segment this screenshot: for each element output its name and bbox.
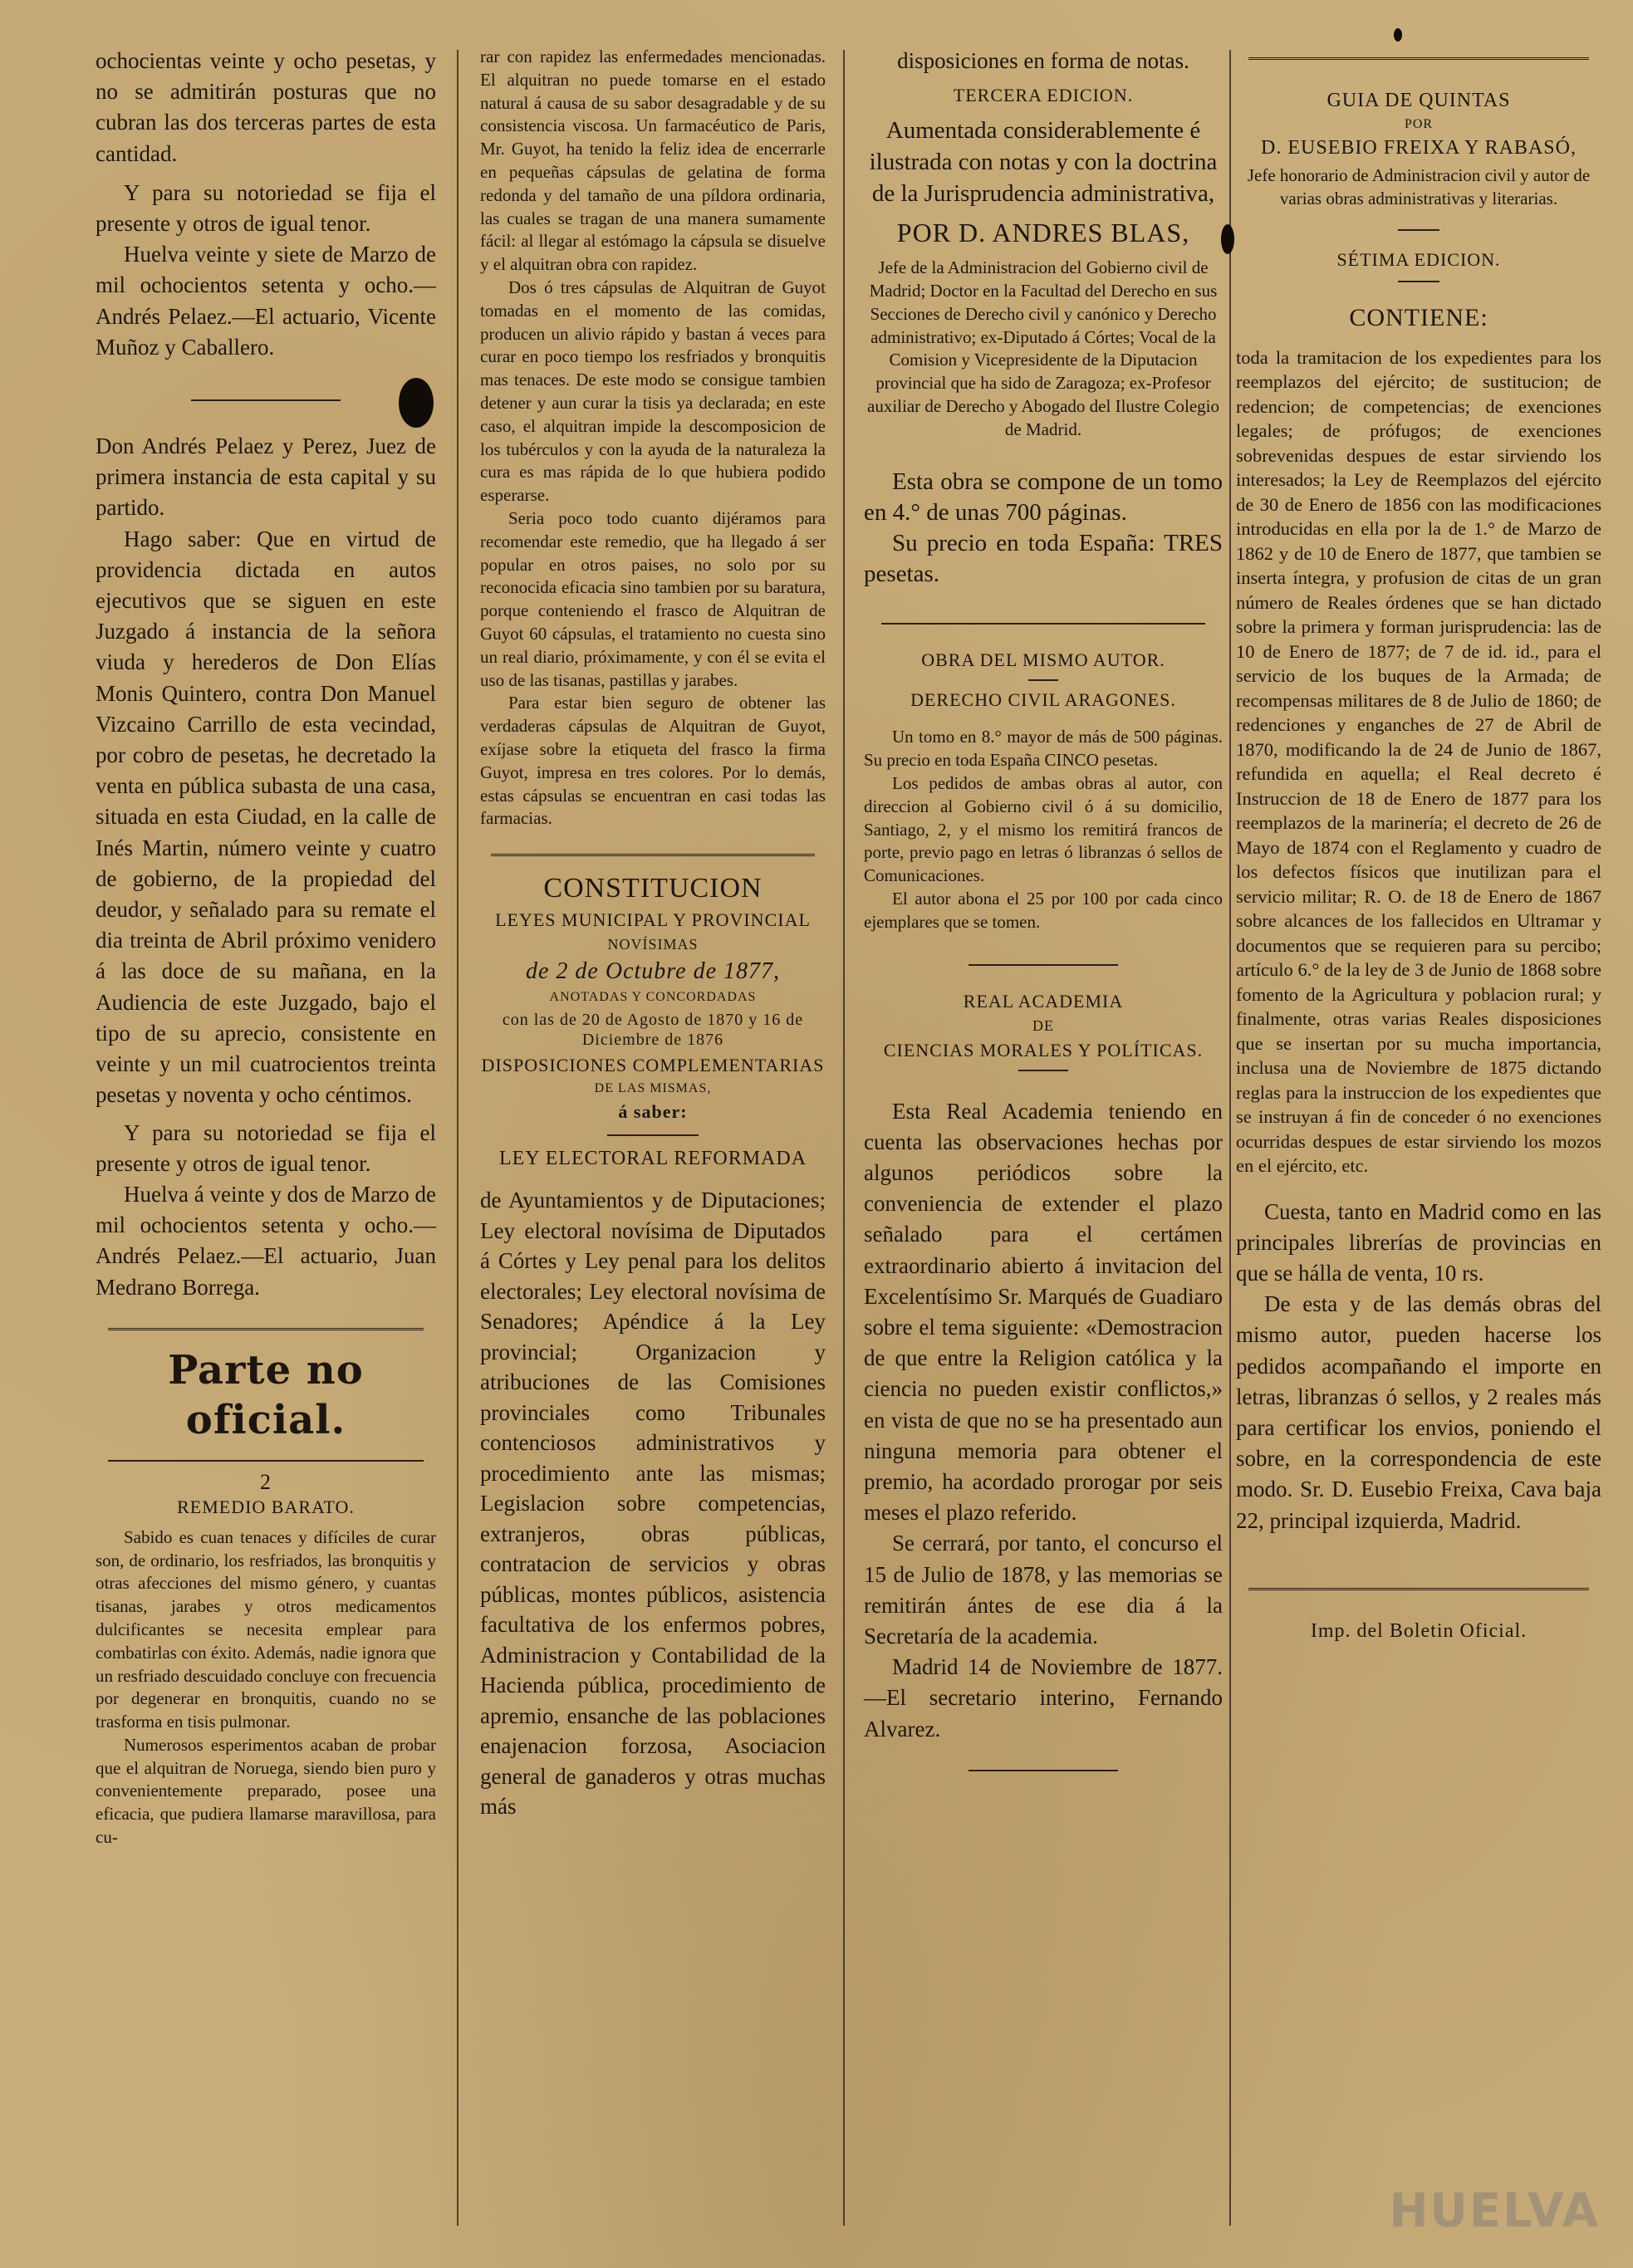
divider <box>881 623 1205 625</box>
guia-por: POR <box>1404 117 1434 131</box>
paragraph: Madrid 14 de Noviembre de 1877.—El secretario interino, Fernando Alvarez. <box>864 1654 1223 1741</box>
divider <box>1248 57 1589 60</box>
constitucion-novisimas: NOVÍSIMAS <box>607 936 699 953</box>
paragraph: Esta obra se compone de un tomo en 4.° de unas 700 páginas. <box>864 468 1223 526</box>
article-number: 2 <box>260 1469 272 1494</box>
derecho-heading: DERECHO CIVIL ARAGONES. <box>910 689 1176 711</box>
academia-subheading: CIENCIAS MORALES Y POLÍTICAS. <box>883 1039 1204 1061</box>
divider <box>491 854 815 856</box>
paragraph: Y para su notoriedad se fija el presente y otros de igual tenor. <box>96 179 436 237</box>
divider <box>1018 1070 1068 1071</box>
guia-author-bio: Jefe honorario de Administracion civil y autor de varias obras administrativas y literarias. <box>1247 165 1591 208</box>
ink-blot <box>399 378 434 428</box>
paragraph: Cuesta, tanto en Madrid como en las principales librerías de provincias en que se hálla de venta, 10 rs. <box>1236 1198 1601 1286</box>
paragraph: Su precio en toda España: TRES pesetas. <box>864 529 1223 588</box>
paragraph: rar con rapidez las enfermedades mencionadas. El alquitran no puede tomarse en el estado natural á causa de su sabor desagradable y de su consistencia viscosa. Un farmacéutico de Paris, Mr. Guyot, ha tenido la feliz idea de encerrarle en pequeñas cápsulas de gelatina de forma redonda y del tamaño de una píldora ordinaria, las cuales se tragan de una manera sumamente fácil: al llegar al estómago la cápsula se disuelve y el alquitran obra con rapidez. <box>480 47 826 275</box>
paragraph: De esta y de las demás obras del mismo autor, pueden hacerse los pedidos acompañando el importe en letras, libranzas ó sellos, y 2 reales más para certificar los envios, poniendo el sobre, en la correspondencia de este modo. Sr. D. Eusebio Freixa, Cava baja 22, principal izquierda, Madrid. <box>1236 1291 1601 1533</box>
paragraph: Huelva á veinte y dos de Marzo de mil ochocientos setenta y ocho.—Andrés Pelaez.—El actuario, Juan Medrano Borrega. <box>96 1181 436 1300</box>
contiene-heading: CONTIENE: <box>1349 303 1488 331</box>
divider <box>108 1328 424 1330</box>
guia-edition: SÉTIMA EDICION. <box>1336 248 1501 270</box>
divider <box>108 1460 424 1462</box>
paragraph: Seria poco todo cuanto dijéramos para recomendar este remedio, que ha llegado á ser popular en otros paises, no solo por su reconocida eficacia sino tambien por su baratura, porque conteniendo el frasco de Alquitran de Guyot 60 cápsulas, el tratamiento no cuesta sino un real diario, próximamente, y con él se evita el uso de las tisanas, pastillas y jarabes. <box>480 507 826 690</box>
author-bio: Jefe de la Administracion del Gobierno civil de Madrid; Doctor en la Facultad del Derecho en sus Secciones de Derecho civil y canónico y Derecho administrativo; ex-Diputado á Córtes; Vocal de la Comision y Vicepresidente de la Diputacion provincial que ha sido de Zaragoza; ex-Profesor auxiliar de Derecho y Abogado del Ilustre Colegio de Madrid. <box>867 257 1219 439</box>
divider <box>969 1770 1118 1771</box>
constitucion-anotadas: ANOTADAS Y CONCORDADAS <box>549 990 757 1005</box>
divider <box>607 1134 699 1136</box>
constitucion-leyes: con las de 20 de Agosto de 1870 y 16 de Diciembre de 1876 <box>502 1011 804 1050</box>
imprint: Imp. del Boletin Oficial. <box>1310 1619 1528 1642</box>
author-line: POR D. ANDRES BLAS, <box>896 218 1190 248</box>
constitucion-title: CONSTITUCION <box>543 873 763 904</box>
paragraph: Y para su notoriedad se fija el presente y otros de igual tenor. <box>96 1119 436 1176</box>
paragraph: Se cerrará, por tanto, el concurso el 15 de Julio de 1878, y las memorias se remitirán ántes de ese dia á la Secretaría de la academia. <box>864 1531 1223 1649</box>
guia-title: GUIA DE QUINTAS <box>1327 90 1511 111</box>
divider <box>1248 1588 1589 1590</box>
constitucion-date: de 2 de Octubre de 1877, <box>526 958 780 985</box>
article-title: REMEDIO BARATO. <box>177 1496 355 1517</box>
paragraph: toda la tramitacion de los expedientes para los reemplazos del ejército; de sustitucion; de redencion; de competencias; de exenciones legales; de prófugos; de exenciones sobrevenidas despues de estar sirviendo los interesados; la Ley de Reemplazos del ejército de 30 de Enero de 1856 con las modificaciones introducidas en ella por la de 1.° de Marzo de 1862 y de 10 de Enero de 1877, que tambien se inserta íntegra, y profusion de citas de un gran número de Reales órdenes que se han dictado sobre la primera y forman jurisprudencia: las de 10 de Enero de 1877; de 7 de id. id., para el servicio de los buques de la Armada; de recompensas militares de 8 de Julio de 1860; de redenciones y enganches de 27 de Abril de 1870, modificando la de 24 de Junio de 1867, refundida en aquella; el Real decreto é Instruccion de 18 de Enero de 1877 para los reemplazos de la marinería; el decreto de 26 de Mayo de 1874 con el Reglamento y cuadro de los defectos físicos que inutilizan para el servicio militar; R. O. de 18 de Enero de 1867 sobre alcances de los fallecidos en Ultramar y documentos que se requieren para su percibo; artículo 6.° de la ley de 3 de Junio de 1868 sobre fomento de la Agricultura y poblacion rural; y finalmente, otras varias Reales disposiciones que se insertan por su mucha importancia, inclusa una de Noviembre de 1875 dictando reglas para la instruccion de los expedientes que se instruyan á fin de conceder ó no exenciones ocurridas despues de estar sirviendo los mozos en el ejército, etc. <box>1236 346 1601 1177</box>
academia-de: DE <box>1032 1016 1054 1034</box>
paragraph: Para estar bien seguro de obtener las verdaderas cápsulas de Alquitran de Guyot, exíjase sobre la etiqueta del frasco la firma Guyot, impresa en tres colores. Por lo demás, estas cápsulas se encuentran en casi todas las farmacias. <box>480 693 826 829</box>
paragraph: Los pedidos de ambas obras al autor, con direccion al Gobierno civil ó á su domicilio, Santiago, 2, y el mismo los remitirá francos de porte, previo pago en letras ó libranzas ó sellos de Comunicaciones. <box>864 772 1223 886</box>
divider <box>1398 281 1439 282</box>
academia-heading: REAL ACADEMIA <box>963 990 1124 1012</box>
divider <box>191 399 341 401</box>
column-4 <box>1236 46 1601 1648</box>
ley-electoral-heading: LEY ELECTORAL REFORMADA <box>498 1148 807 1170</box>
column-rule <box>843 50 845 2226</box>
paragraph: Aumentada considerablemente é ilustrada con notas y con la doctrina de la Jurisprudencia administrativa, <box>869 117 1218 208</box>
guia-author: D. EUSEBIO FREIXA Y RABASÓ, <box>1261 137 1577 159</box>
paragraph: Dos ó tres cápsulas de Alquitran de Guyot tomadas en el momento de las comidas, producen un alivio rápido y bastan á veces para curar en poco tiempo los resfriados y bronquitis mas tenaces. De este modo se consigue tambien detener y aun curar la tisis ya declarada; en este caso, el alquitran impide la descomposicion de los tubérculos y con la ayuda de la naturaleza la cura es mas rápida de lo que hubiera podido esperarse. <box>480 277 826 506</box>
paragraph: Huelva veinte y siete de Marzo de mil ochocientos setenta y ocho.—Andrés Pelaez.—El actuario, Vicente Muñoz y Caballero. <box>96 242 436 360</box>
paragraph: Un tomo en 8.° mayor de más de 500 páginas. Su precio en toda España CINCO pesetas. <box>864 727 1223 771</box>
divider <box>1028 679 1058 681</box>
judge-heading: Don Andrés Pelaez y Perez, Juez de primera instancia de esta capital y su partido. <box>96 434 436 521</box>
constitucion-subtitle: LEYES MUNICIPAL Y PROVINCIAL <box>495 909 811 931</box>
paragraph: ochocientas veinte y ocho pesetas, y no se admitirán posturas que no cubran las dos terceras partes de esta cantidad. <box>96 48 436 166</box>
edition-label: TERCERA EDICION. <box>953 85 1134 106</box>
divider <box>969 964 1118 966</box>
paragraph: Esta Real Academia teniendo en cuenta las observaciones hechas por algunos periódicos sobre la conveniencia de extender el plazo señalado para el certámen extraordinario abierto á invitacion del Excelentísimo Sr. Marqués de Guadiaro sobre el tema siguiente: «Demostracion de que entre la Religion católica y la ciencia no pueden existir conflictos,» en vista de que no se ha presentado aun ninguna memoria para obtener el premio, ha acordado prorogar por seis meses el plazo referido. <box>864 1098 1223 1526</box>
ink-blot <box>1221 224 1234 254</box>
section-title: Parte no oficial. <box>168 1346 364 1443</box>
column-1 <box>96 46 436 1849</box>
column-rule <box>457 50 459 2226</box>
paragraph: de Ayuntamientos y de Diputaciones; Ley electoral novísima de Diputados á Córtes y Ley penal para los delitos electorales; Ley electoral novísima de Senadores; Apéndice á la Ley provincial; Organizacion y atribuciones de las Comisiones provinciales como Tribunales contenciosos administrativos y procedimiento ante las mismas; Legislacion sobre competencias, extranjeros, obras públicas, contratacion de servicios y obras públicas, montes públicos, asistencia facultativa de los enfermos pobres, Administracion y Contabilidad de la Hacienda pública, procedimiento de apremio, ensanche de las poblaciones enajenacion forzosa, Asociacion general de ganaderos y otras muchas más <box>480 1188 826 1820</box>
constitucion-disposiciones: DISPOSICIONES COMPLEMENTARIAS <box>481 1055 825 1076</box>
obra-heading: OBRA DEL MISMO AUTOR. <box>921 649 1165 671</box>
paragraph: El autor abona el 25 por 100 por cada cinco ejemplares que se tomen. <box>864 888 1223 932</box>
paragraph: Hago saber: Que en virtud de providencia dictada en autos ejecutivos que se siguen en este Juzgado á instancia de la señora viuda y herederos de Don Elías Monis Quintero, contra Don Manuel Vizcaino Carrillo de esta vecindad, por cobro de pesetas, he decretado la venta en pública subasta de una casa, situada en esta Ciudad, en la calle de Inés Martin, número veinte y cuatro de gobierno, de la propiedad del deudor, y señalado para su remate el dia treinta de Abril próximo venidero á las doce de su mañana, en la Audiencia de este Juzgado, bajo el tipo de su aprecio, consistente en veinte y un mil cuatrocientos treinta pesetas y noventa y ocho céntimos. <box>96 526 436 1108</box>
paragraph: Sabido es cuan tenaces y difíciles de curar son, de ordinario, los resfriados, las bronquitis y otras afecciones del mismo género, y cuantas tisanas, jarabes y otros medicamentos dulcificantes se necesita emplear para combatirlas con éxito. Además, nadie ignora que un resfriado descuidado concluye con frecuencia por degenerar en bronquitis, cuando no se trasforma en tisis pulmonar. <box>96 1526 436 1732</box>
constitucion-saber: á saber: <box>618 1101 688 1123</box>
divider <box>1398 229 1439 231</box>
column-3 <box>864 46 1223 1771</box>
constitucion-delas: DE LAS MISMAS, <box>594 1081 712 1096</box>
column-2 <box>480 46 826 1822</box>
library-watermark: HUELVA <box>1389 2184 1600 2238</box>
paragraph: Numerosos esperimentos acaban de probar que el alquitran de Noruega, siendo bien puro y convenientemente preparado, posee una eficacia, que pudiera llamarse maravillosa, para cu- <box>96 1734 436 1848</box>
column-rule <box>1229 50 1231 2226</box>
paragraph: disposiciones en forma de notas. <box>897 48 1189 73</box>
ink-blot <box>1394 28 1402 42</box>
